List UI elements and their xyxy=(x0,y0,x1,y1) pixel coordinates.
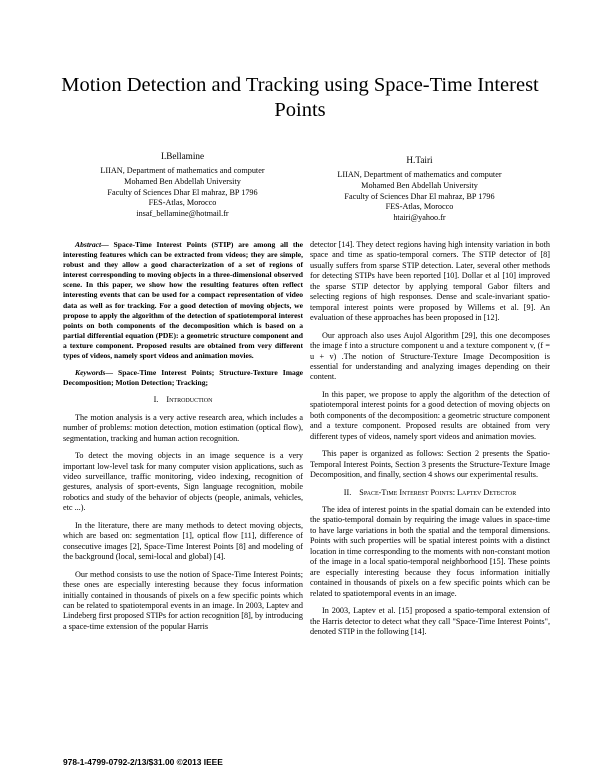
author-block-1 xyxy=(75,150,290,220)
body-paragraph: To detect the moving objects in an image sequence is a very important low-level task for many computer vision applications, such as video surveillance, traffic monitoring, video indexing, recognition of gestures, analysis of sport-events, Sign language recognition, mobile robotics and study of the behavior of objects (people, animals, vehicles, etc ...). xyxy=(63,451,303,513)
author-affiliation-line: LIIAN, Department of mathematics and computer xyxy=(337,170,502,179)
copyright-footer: 978-1-4799-0792-2/13/$31.00 ©2013 IEEE xyxy=(63,757,223,767)
section-heading-2 xyxy=(310,488,550,498)
body-paragraph: Our method consists to use the notion of Space-Time Interest Points; these ones are especially interesting because they focus information initially contained in thousands of pixels on a few specific points which can be related to spatiotemporal events in an image. In 2003, Laptev and Lindeberg first proposed STIPs for action recognition [8], by introducing a space-time extension of the popular Harris xyxy=(63,569,303,631)
keywords-text: — Space-Time Interest Points; Structure-Texture Image Decomposition; Motion Detection; Tracking; xyxy=(63,368,303,388)
section-number: I. xyxy=(153,395,159,405)
author-name: I.Bellamine xyxy=(160,151,205,161)
keywords-label: Keywords xyxy=(75,368,106,378)
section-heading-1 xyxy=(63,395,303,405)
author-affiliation-line: FES-Atlas, Morocco xyxy=(148,198,217,208)
body-paragraph: In this paper, we propose to apply the algorithm of the detection of spatiotemporal interest points for a good detection of moving objects on both components of the decomposition: a geometric structure component and a texture component. Proposed results are obtained from very different types of videos, namely sport videos and animation movies. xyxy=(310,389,550,441)
body-paragraph: This paper is organized as follows: Section 2 presents the Spatio-Temporal Interest Points, Section 3 presents the Structure-Texture Image Decomposition, and finally, section 4 shows our experimental results. xyxy=(310,449,550,480)
abstract xyxy=(63,240,303,361)
right-column xyxy=(310,240,550,644)
paper-title: Motion Detection and Tracking using Space-Time Interest Points xyxy=(61,74,539,121)
author-affiliation-line: Faculty of Sciences Dhar El mahraz, BP 1796 xyxy=(107,187,258,197)
author-affiliation-line: Mohamed Ben Abdellah University xyxy=(361,180,478,190)
body-paragraph: In the literature, there are many methods to detect moving objects, which are based on: segmentation [1], optical flow [11], difference of consecutive images [2], Space-Time Interest Points [8] and modeling of the background (local, semi-local and global) [4]. xyxy=(63,520,303,562)
author-email: insaf_bellamine@hotmail.fr xyxy=(136,209,229,219)
abstract-label: Abstract xyxy=(75,240,102,249)
author-affiliation-line: Faculty of Sciences Dhar El mahraz, BP 1796 xyxy=(344,191,495,201)
left-column xyxy=(63,240,303,639)
body-paragraph: The motion analysis is a very active research area, which includes a number of problems: motion detection, motion estimation (optical flow), segmentation, tracking and human action recognition. xyxy=(63,412,303,443)
author-name: H.Tairi xyxy=(406,155,433,165)
body-paragraph: The idea of interest points in the spatial domain can be extended into the spatio-temporal domain by requiring the image values in space-time to have large variations in both the spatial and the temporal dimensions. Points with such properties will be spatial interest points with a distinct location in time corresponding to the moments with non-constant motion of the image in a local spatio-temporal neighborhood [15]. These points are especially interesting because they focus information initially contained in thousands of pixels on a few specific points which can be related to spatiotemporal events in an image. xyxy=(310,504,550,598)
section-number: II. xyxy=(343,487,352,497)
author-email: htairi@yahoo.fr xyxy=(393,213,446,223)
author-affiliation-line: LIIAN, Department of mathematics and computer xyxy=(100,166,265,175)
abstract-text: — Space-Time Interest Points (STIP) are among all the interesting features which can be extracted from videos; they are simple, robust and they allow a good characterization of a set of regions of interest corresponding to moving objects in a three-dimensional observed scene. In this paper, we show how the resulting features often reflect interesting events that can be used for a compact representation of video data as well as for tracking. For a good detection of moving objects, we propose to apply the algorithm of the detection of spatiotemporal interest points on both components of the decomposition which is based on a partial differential equation (PDE): a geometric structure component and a texture component. Proposed results are obtained from very different types of videos, namely sport videos and animation movies. xyxy=(63,240,303,361)
author-affiliation-line: Mohamed Ben Abdellah University xyxy=(124,176,241,186)
keywords xyxy=(63,368,303,388)
author-block-2 xyxy=(312,154,527,224)
section-title: Introduction xyxy=(166,395,213,405)
section-title: Space-Time Interest Points: Laptev Detector xyxy=(359,487,517,497)
body-paragraph: detector [14]. They detect regions having high intensity variation in both space and time as spatio-temporal corners. The STIP detector of [8] usually suffers from sparse STIP detection. Later, several other methods for detecting STIPs have been reported [10]. Dollar et al [10] improved the sparse STIP detector by applying temporal Gabor filters and selecting regions of high responses. Dense and scale-invariant spatio-temporal interest points were proposed by Willems et al. [9]. An evaluation of these approaches has been proposed in [12]. xyxy=(310,240,550,323)
body-paragraph: Our approach also uses Aujol Algorithm [29], this one decomposes the image f into a structure component u and a texture component v, (f = u + v) .The notion of Structure-Texture Image Decomposition is essential for understanding and analyzing images depending on their content. xyxy=(310,330,550,382)
author-affiliation-line: FES-Atlas, Morocco xyxy=(385,202,454,212)
body-paragraph: In 2003, Laptev et al. [15] proposed a spatio-temporal extension of the Harris detector to detect what they call "Space-Time Interest Points", denoted STIP in the following [14]. xyxy=(310,606,550,636)
